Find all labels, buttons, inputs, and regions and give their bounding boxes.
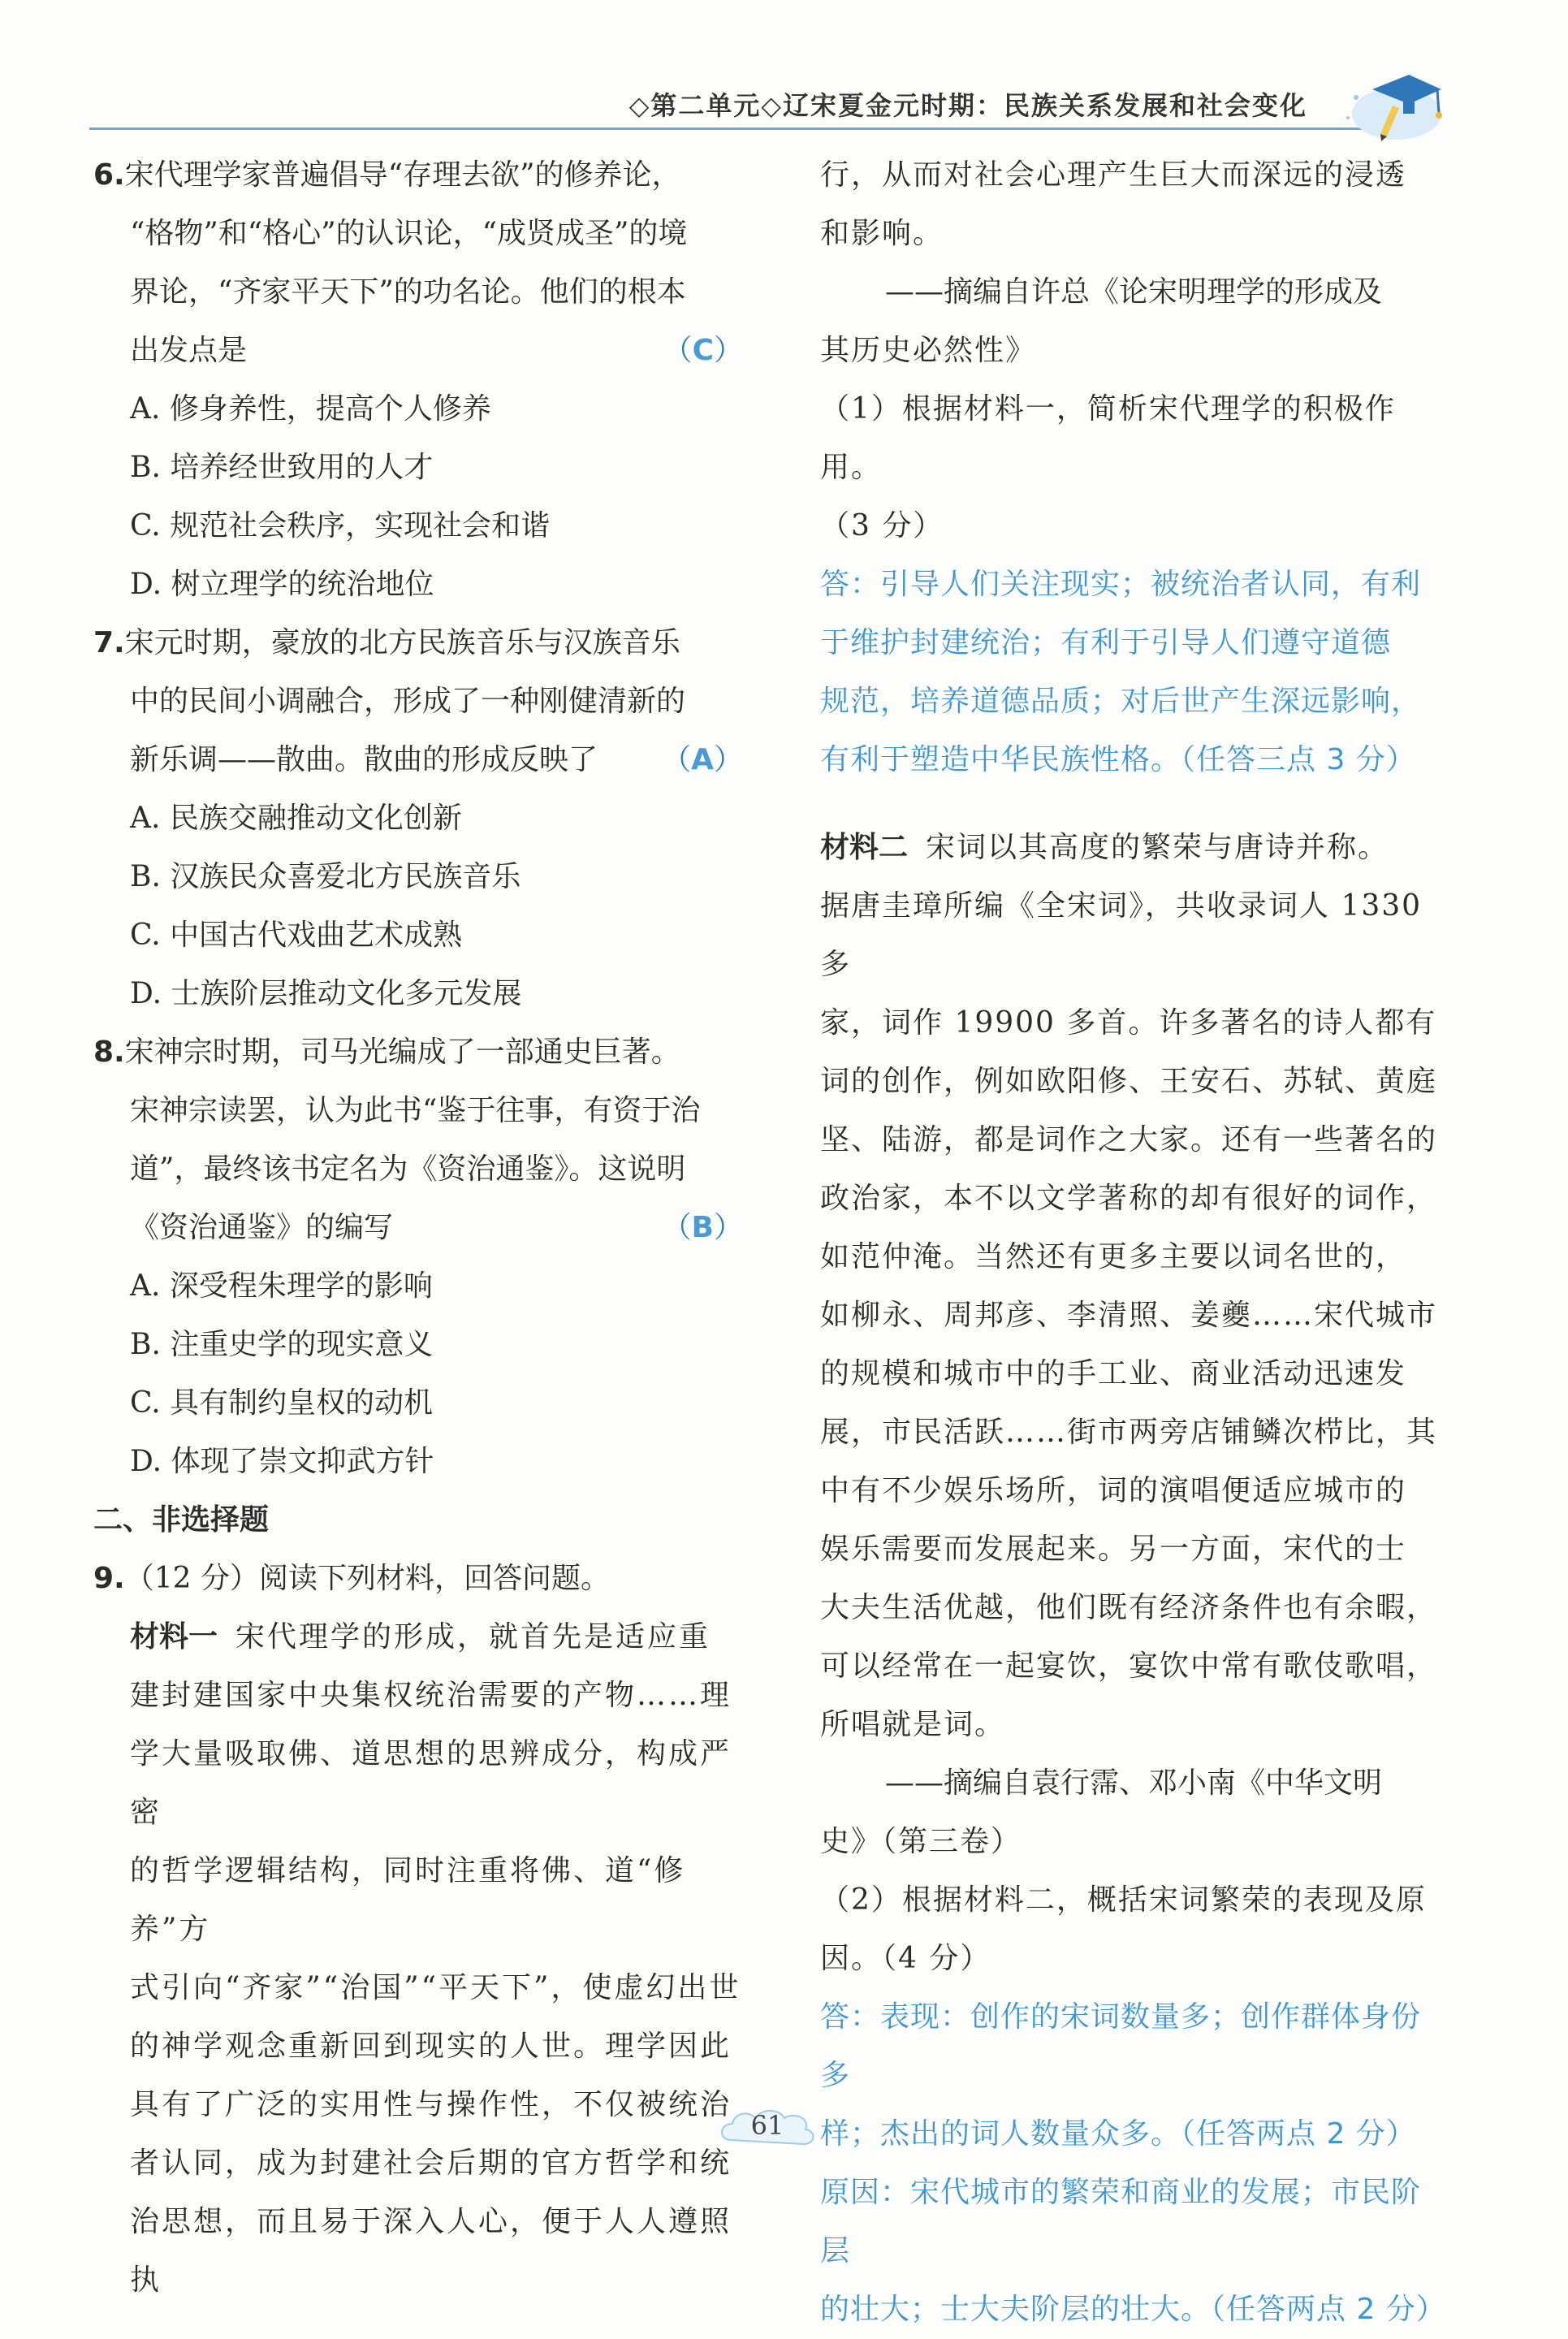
answer-1: 答：引导人们关注现实；被统治者认同，有利	[820, 568, 1422, 601]
answer-2: 答：表现：创作的宋词数量多；创作群体身份多	[820, 2000, 1422, 2092]
graduation-cap-pencil-icon	[1332, 57, 1445, 146]
right-column: 行，从而对社会心理产生巨大而深远的浸透 和影响。 ——摘编自许总《论宋明理学的形成及 其历史必然性》 （1）根据材料一，简析宋代理学的积极作用。 （3 分） 答：引导人们关注现实；被统治者认同，有利 于维护封建统治；有利于引导人们遵守道德 规范，培养道德品质；对后世产生深远影响， 有利于塑造中华民族性格。（任答三点 3 分） 材料二 宋词以其高度的繁荣与唐诗并称。 据唐圭璋所编《全宋词》，共收录词人 1330 多 家，词作 19900 多首。许多著名的诗人都有 词的创作，例如欧阳修、王安石、苏轼、黄庭 坚、陆游，都是词作之大家。还有一些著名的 政治家，本不以文学著称的却有很好的词作， 如范仲淹。当然还有更多主要以词名世的， 如柳永、周邦彦、李清照、姜夔……宋代城市 的规模和城市中的手工业、商业活动迅速发 展，市民活跃……街市两旁店铺鳞次栉比，其 中有不少娱乐场所，词的演唱便适应城市的 娱乐需要而发展起来。另一方面，宋代的士 大夫生活优越，他们既有经济条件也有余暇， 可以经常在一起宴饮，宴饮中常有歌伎歌唱， 所唱就是词。 ——摘编自袁行霈、邓小南《中华文明 史》（第三卷） （2）根据材料二，概括宋词繁荣的表现及原 因。（4 分） 答：表现：创作的宋词数量多；创作群体身份多 样；杰出的词人数量众多。（任答两点 2 分） 原因：宋代城市的繁荣和商业的发展；市民阶层 的壮大；士大夫阶层的壮大。（任答两点 2 分）	[820, 158, 1446, 2326]
option-b: B. 注重史学的现实意义	[130, 1328, 434, 1361]
sub-question-2: （2）根据材料二，概括宋词繁荣的表现及原	[820, 1883, 1427, 1917]
option-a: A. 民族交融推动文化创新	[130, 802, 462, 835]
option-d: D. 体现了崇文抑武方针	[130, 1445, 434, 1478]
answer-7: （A）	[662, 743, 743, 776]
question-7: 7.宋元时期，豪放的北方民族音乐与汉族音乐 中的民间小调融合，形成了一种刚健清新的 新乐调——散曲。散曲的形成反映了 （A） A. 民族交融推动文化创新 B. 汉族民众喜爱北方民族音乐 C. 中国古代戏曲艺术成熟 D. 士族阶层推动文化多元发展	[93, 614, 743, 1023]
material-1: 材料一 宋代理学的形成，就首先是适应重	[130, 1620, 711, 1654]
sub-question-1: （1）根据材料一，简析宋代理学的积极作用。	[820, 392, 1396, 484]
page-number: 61	[715, 2103, 820, 2152]
left-column	[93, 146, 743, 2310]
question-6: 6.宋代理学家普遍倡导“存理去欲”的修养论， “格物”和“格心”的认识论，“成贤成圣”的境 界论，“齐家平天下”的功名论。他们的根本 出发点是 （C） A. 修身养性，提高个人修养 B. 培养经世致用的人才 C. 规范社会秩序，实现社会和谐 D. 树立理学的统治地位	[93, 146, 743, 614]
answer-8: （B）	[662, 1211, 743, 1244]
material-2: 材料二 宋词以其高度的繁荣与唐诗并称。	[820, 831, 1389, 864]
option-b: B. 汉族民众喜爱北方民族音乐	[130, 860, 521, 893]
answer-6: （C）	[663, 334, 743, 367]
question-8: 8.宋神宗时期，司马光编成了一部通史巨著。 宋神宗读罢，认为此书“鉴于往事，有资于治 道”，最终该书定名为《资治通鉴》。这说明 《资治通鉴》的编写 （B） A. 深受程朱理学的影响 B. 注重史学的现实意义 C. 具有制约皇权的动机 D. 体现了崇文抑武方针	[93, 1023, 743, 1491]
question-9: 9.（12 分）阅读下列材料，回答问题。 材料一 宋代理学的形成，就首先是适应重 建封建国家中央集权统治需要的产物……理 学大量吸取佛、道思想的思辨成分，构成严密 的哲学逻辑结构，同时注重将佛、道“修养”方 式引向“齐家”“治国”“平天下”，使虚幻出世 的神学观念重新回到现实的人世。理学因此 具有了广泛的实用性与操作性，不仅被统治 者认同，成为封建社会后期的官方哲学和统 治思想，而且易于深入人心，便于人人遵照执	[93, 1550, 743, 2310]
section-heading: 二、非选择题	[93, 1503, 270, 1537]
option-a: A. 修身养性，提高个人修养	[130, 392, 491, 426]
source-1: ——摘编自许总《论宋明理学的形成及	[885, 275, 1383, 309]
option-c: C. 具有制约皇权的动机	[130, 1386, 434, 1420]
option-d: D. 士族阶层推动文化多元发展	[130, 977, 522, 1010]
option-c: C. 中国古代戏曲艺术成熟	[130, 919, 463, 952]
option-d: D. 树立理学的统治地位	[130, 568, 434, 601]
source-2: ——摘编自袁行霈、邓小南《中华文明	[885, 1766, 1383, 1800]
question-8-text: 8.宋神宗时期，司马光编成了一部通史巨著。	[93, 1035, 680, 1069]
header-rule	[89, 128, 1372, 130]
unit-title: ◇第二单元◇辽宋夏金元时期：民族关系发展和社会变化	[628, 90, 1307, 121]
question-6-text: 6.宋代理学家普遍倡导“存理去欲”的修养论，	[93, 158, 681, 192]
option-c: C. 规范社会秩序，实现社会和谐	[130, 509, 551, 543]
question-7-text: 7.宋元时期，豪放的北方民族音乐与汉族音乐	[93, 626, 680, 659]
page-header	[89, 77, 1445, 134]
option-b: B. 培养经世致用的人才	[130, 451, 434, 484]
option-a: A. 深受程朱理学的影响	[130, 1269, 433, 1303]
